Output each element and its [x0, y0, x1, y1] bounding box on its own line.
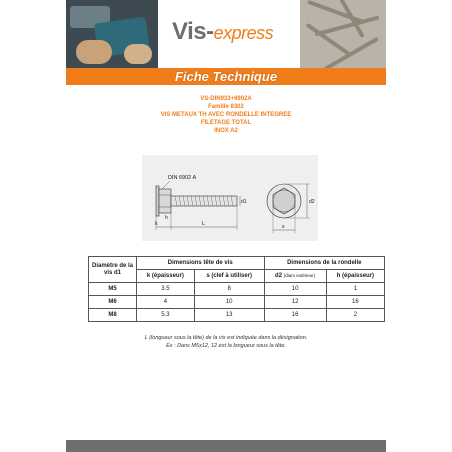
- header-head-dimensions: Dimensions tête de vis: [137, 257, 265, 270]
- header-photo-screws: [300, 0, 386, 68]
- logo-area: [158, 0, 300, 68]
- label-k: k: [155, 221, 158, 227]
- header-washer-dimensions: Dimensions de la rondelle: [264, 257, 384, 270]
- cell-s: 13: [194, 309, 264, 322]
- product-info: [66, 95, 386, 135]
- cell-d2: 10: [264, 283, 326, 296]
- note-line-1: L (longueur sous la tête) de la vis est indiquée dans la désignation.: [144, 335, 308, 341]
- header: [66, 0, 386, 68]
- cell-s: 10: [194, 296, 264, 309]
- technical-drawing: [142, 155, 318, 241]
- table-row: [89, 309, 385, 322]
- cell-d1: M6: [89, 296, 137, 309]
- brand-logo: [172, 18, 273, 46]
- cell-s: 8: [194, 283, 264, 296]
- cell-k: 5.3: [137, 309, 195, 322]
- label-d2: d2: [309, 199, 315, 205]
- product-thread: FILETAGE TOTAL: [200, 120, 252, 126]
- cell-h: 16: [326, 296, 384, 309]
- product-reference: VS-DIN933+6902A: [200, 96, 252, 102]
- label-h: h: [165, 215, 168, 221]
- label-d1: d1: [241, 199, 247, 205]
- subheader-k: k (épaisseur): [137, 270, 195, 283]
- header-photo-workshop: [66, 0, 158, 68]
- notes: [66, 334, 386, 350]
- dimensions-table: [88, 256, 385, 322]
- din-standard-label: DIN 6902 A: [168, 175, 197, 181]
- cell-d1: M5: [89, 283, 137, 296]
- product-family: Famille 8302: [208, 104, 244, 110]
- subheader-h: h (épaisseur): [326, 270, 384, 283]
- label-L: L: [202, 221, 206, 227]
- banner-title: Fiche Technique: [66, 68, 386, 85]
- washer-side: [156, 186, 159, 216]
- brand-name-accent: express: [213, 23, 274, 43]
- screw-head-side: [159, 189, 171, 213]
- cell-k: 3.5: [137, 283, 195, 296]
- subheader-d2: d2 (diam extérieur): [264, 270, 326, 283]
- cell-k: 4: [137, 296, 195, 309]
- cell-d2: 12: [264, 296, 326, 309]
- product-material: INOX A2: [214, 128, 238, 134]
- table-row: [89, 296, 385, 309]
- table-row: [89, 283, 385, 296]
- brand-name: Vis-: [172, 18, 214, 45]
- table-header-row: [89, 257, 385, 270]
- label-s: s: [282, 224, 285, 230]
- product-description: VIS METAUX TH AVEC RONDELLE INTEGREE: [160, 112, 292, 118]
- header-diameter: Diamètre de la vis d1: [89, 257, 137, 283]
- subheader-s: s (clef à utiliser): [194, 270, 264, 283]
- technical-drawing-svg: [142, 155, 318, 241]
- cell-d2: 16: [264, 309, 326, 322]
- cell-h: 2: [326, 309, 384, 322]
- cell-d1: M8: [89, 309, 137, 322]
- note-line-2: Ex : Dans M5x12, 12 est la longueur sous la tête.: [166, 343, 286, 349]
- cell-h: 1: [326, 283, 384, 296]
- footer-bar: [66, 440, 386, 452]
